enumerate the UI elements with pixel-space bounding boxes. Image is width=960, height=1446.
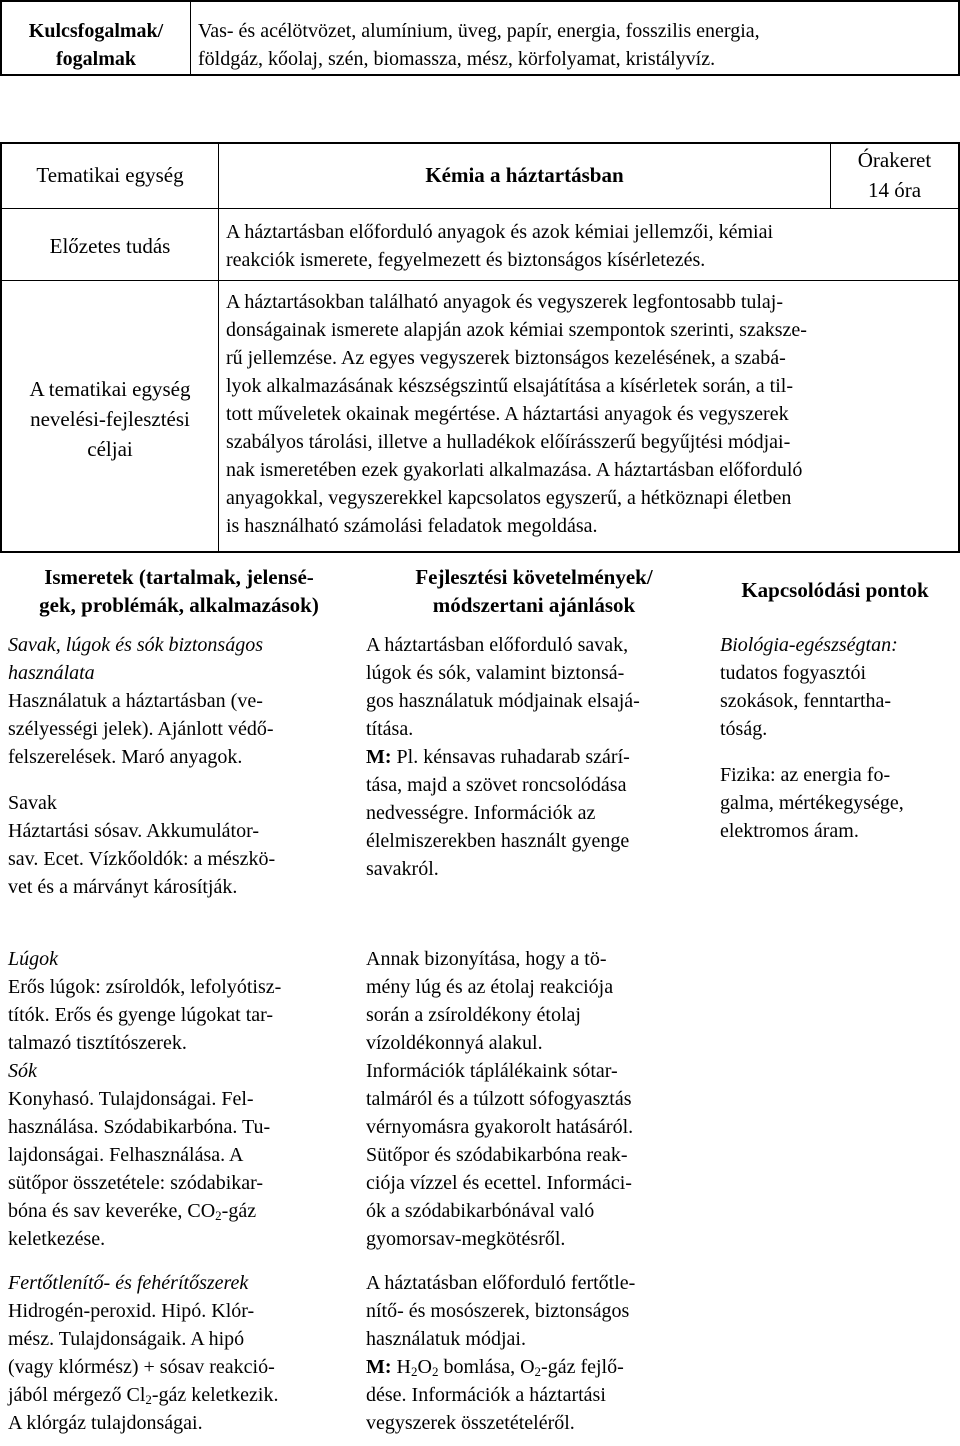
section-title: Kémia a háztartásban: [425, 163, 624, 187]
kulcsfogalmak-content: Vas- és acélötvözet, alumínium, üveg, papír, energia, fosszilis energia, földgáz, kőolaj, szén, biomassza, mész, körfolyamat, kristályvíz.: [198, 20, 760, 70]
top-table-border-top: [0, 0, 960, 2]
row-line-elozetes: [0, 280, 960, 281]
row-line-header: [0, 208, 960, 209]
main-table-border-left: [0, 142, 2, 552]
heading-sok: Sók: [8, 1060, 37, 1082]
kulcsfogalmak-label: Kulcsfogalmak/ fogalmak: [28, 20, 164, 70]
fejlesztes-column-lower: Annak bizonyítása, hogy a tö- mény lúg és az étolaj reakciója során a zsíroldékony étolaj vízoldékonnyá alakul. Információk táplálékaink sótar- talmáról és a túlzott sófogyasztás vérnyomásra gyakorolt hatásáról. Sütőpor és szódabikarbóna reak- ciója vízzel és ecettel. Informáci- ók a szódabikarbónával való gyomorsav-megkötésről. A háztatásban előforduló fertőtle- nítő- és mosószerek, biztonságos használatuk módjai. M: $H_2O_2$ bomlása, $O_2$-gáz fejlő- dése. Információk a háztartási vegyszerek összetételéről.: [366, 948, 636, 1434]
kapcsolodas-column: Biológia-egészségtan: tudatos fogyasztói szokások, fenntartha- tóság. Fizika: az energia fo- galma, mértékegysége, elektromos áram.: [720, 631, 956, 845]
orakeret: [831, 145, 958, 205]
tematikai-egyseg-label: Tematikai egység: [36, 163, 184, 187]
col-header-kapcsolodas: Kapcsolódási pontok: [741, 578, 929, 602]
col-header-ismeretek: Ismeretek (tartalmak, jelensé- gek, problémák, alkalmazások): [39, 565, 319, 617]
ismeretek-column: Savak, lúgok és sók biztonságos használata Használatuk a háztartásban (ve- szélyességi jelek). Ajánlott védő- felszerelések. Maró anyagok. Savak Háztartási sósav. Akkumulátor- sav. Ecet. Vízkőoldók: a mészkö- vet és a márványt károsítják.: [8, 631, 358, 901]
orakeret-label: Órakeret: [857, 148, 932, 172]
top-table-divider: [190, 0, 191, 76]
elozetes-tudas-content: A háztartásban előforduló anyagok és azok kémiai jellemzői, kémiai reakciók ismerete, fegyelmezett és biztonságos kísérletezés.: [226, 221, 774, 271]
ismeretek-column-lower: Lúgok Erős lúgok: zsíroldók, lefolyótisz- títók. Erős és gyenge lúgokat tar- talmazó tisztítószerek. Sók Konyhasó. Tulajdonságai. Fel- használása. Szódabikarbóna. Tu- lajdonságai. Felhasználása. A sütőpor összetétele: szódabikar- bóna és sav keveréke, $CO_2$-gáz keletkezése. Fertőtlenítő- és fehérítőszerek Hidrogén-peroxid. Hipó. Klór- mész. Tulajdonságaik. A hipó (vagy klórmész) + sósav reakció- jából mérgező $Cl_2$-gáz keletkezik. A klórgáz tulajdonságai.: [8, 945, 358, 1437]
row-line-celok: [0, 551, 960, 553]
main-table-border-top: [0, 142, 960, 144]
elozetes-tudas-label: Előzetes tudás: [49, 234, 171, 258]
fejlesztes-column: A háztartásban előforduló savak, lúgok és sók, valamint biztonsá- gos használatuk módjainak elsajá- títása. M: Pl. kénsavas ruhadarab szárí- tása, majd a szövet roncsolódása nedvességre. Információk az élelmiszerekben használt gyenge savakról.: [366, 634, 640, 880]
heading-fertotlenito: Fertőtlenítő- és fehérítőszerek: [8, 1272, 249, 1294]
celok-label: A tematikai egység nevelési-fejlesztési céljai: [29, 377, 191, 461]
heading-lugok: Lúgok: [8, 948, 58, 970]
top-table-border-bottom: [0, 74, 960, 76]
celok-content: A háztartásokban található anyagok és vegyszerek legfontosabb tulaj- donságainak ismerete alapján azok kémiai szempontok szerinti, szaksze- rű jellemzése. Az egyes vegyszerek biztonságos kezelésének, a szabá- lyok alkalmazásának készségszintű elsajátítása a kísérletek során, a til- tott műveletek okainak megértése. A háztartási anyagok és vegyszerek szabályos tárolási, illetve a hulladékok előírásszerű begyűjtési módjai- nak ismeretében ezek gyakorlati alkalmazása. A háztartásban előforduló anyagokkal, vegyszerekkel kapcsolatos egyszerű, a hétköznapi életben is használható számolási feladatok megoldása.: [226, 291, 807, 537]
heading-biologia: Biológia-egészségtan:: [720, 634, 898, 656]
label-column-divider: [218, 142, 219, 552]
orakeret-value: 14 óra: [867, 178, 922, 202]
heading-savak-lugok: Savak, lúgok és sók biztonságos: [8, 634, 263, 656]
heading-savak: Savak: [8, 792, 57, 814]
col-header-fejlesztes: Fejlesztési követelmények/ módszertani ajánlások: [415, 565, 653, 617]
